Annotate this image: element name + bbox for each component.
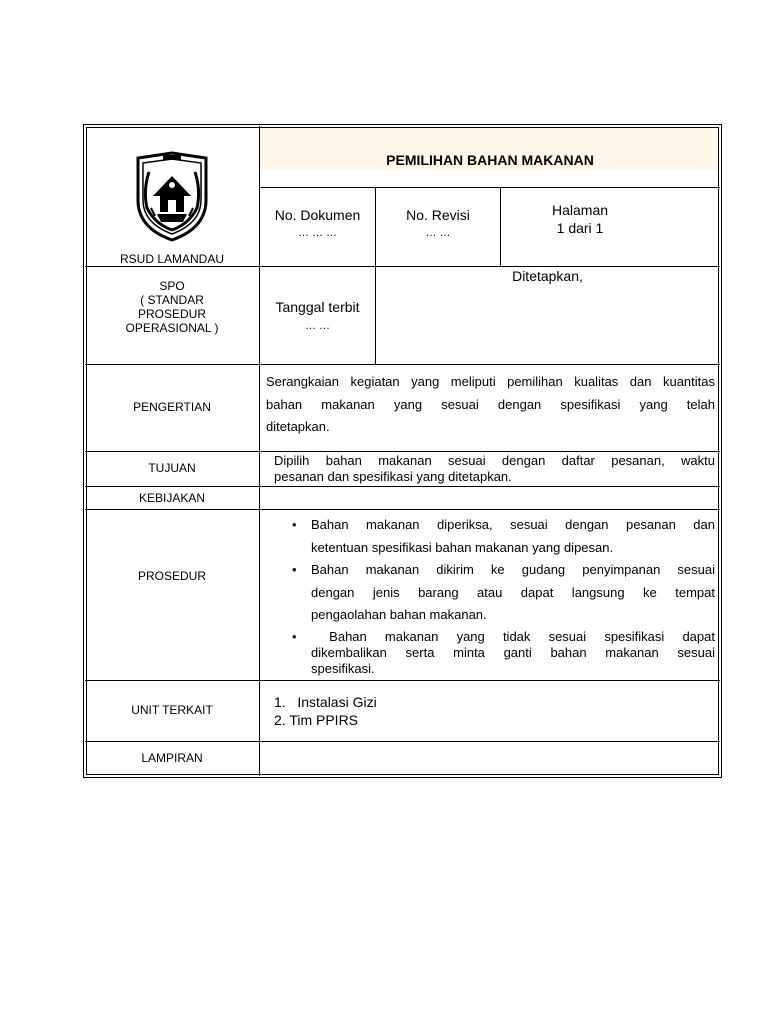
prosedur-line: Bahan makanan diperiksa, sesuai dengan pesanan dan xyxy=(311,517,715,532)
row-divider xyxy=(260,187,720,188)
no-dokumen-label: No. Dokumen xyxy=(274,207,361,223)
prosedur-line: dikembalikan serta minta ganti bahan makanan sesuai xyxy=(311,644,715,660)
column-divider xyxy=(259,126,260,776)
pengertian-line: bahan makanan yang sesuai dengan spesifikasi yang telah xyxy=(266,396,715,412)
prosedur-line: pengaolahan bahan makanan. xyxy=(311,607,487,622)
prosedur-list xyxy=(283,514,715,677)
prosedur-line: Bahan makanan dikirim ke gudang penyimpanan sesuai xyxy=(311,562,715,577)
pengertian-label: PENGERTIAN xyxy=(133,400,211,414)
row-divider xyxy=(85,741,720,742)
prosedur-line: dengan jenis barang atau dapat langsung ke tempat xyxy=(311,584,715,600)
column-divider xyxy=(500,187,501,266)
bullet-icon: • xyxy=(292,517,297,532)
pengertian-line: Serangkaian kegiatan yang meliputi pemilihan kualitas dan kuantitas xyxy=(266,374,715,389)
lampiran-label: LAMPIRAN xyxy=(141,751,203,765)
spo-line: OPERASIONAL ) xyxy=(125,321,219,335)
spo-line: ( STANDAR xyxy=(140,293,204,307)
hospital-name: RSUD LAMANDAU xyxy=(119,252,224,266)
bullet-icon: • xyxy=(292,628,297,644)
tanggal-terbit-label: Tanggal terbit xyxy=(275,299,360,315)
prosedur-item xyxy=(283,559,715,627)
no-dokumen-value: … … … xyxy=(297,227,338,239)
no-revisi-value: … … xyxy=(425,227,451,239)
no-revisi-label: No. Revisi xyxy=(406,207,470,223)
spo-line: PROSEDUR xyxy=(137,307,206,321)
prosedur-item xyxy=(283,514,715,559)
document-title: PEMILIHAN BAHAN MAKANAN xyxy=(386,152,594,168)
tujuan-text xyxy=(274,453,715,485)
unit-terkait-label: UNIT TERKAIT xyxy=(131,703,213,717)
unit-item: 1. Instalasi Gizi xyxy=(274,694,377,710)
unit-terkait-list xyxy=(274,693,377,729)
row-divider xyxy=(85,451,720,452)
prosedur-line: Bahan makanan yang tidak sesuai spesifikasi dapat xyxy=(311,628,715,644)
row-divider xyxy=(85,266,720,267)
row-divider xyxy=(85,509,720,510)
spo-label xyxy=(86,279,258,335)
tanggal-terbit-value: … … xyxy=(304,320,331,332)
ditetapkan-label: Ditetapkan, xyxy=(512,268,583,284)
prosedur-label: PROSEDUR xyxy=(137,569,206,583)
spo-line: SPO xyxy=(159,279,185,293)
halaman-label: Halaman xyxy=(551,202,609,218)
tujuan-label: TUJUAN xyxy=(148,461,196,475)
hospital-logo xyxy=(133,150,211,247)
bullet-icon: • xyxy=(292,562,297,577)
halaman-value: 1 dari 1 xyxy=(556,220,604,236)
pengertian-text xyxy=(266,371,715,439)
row-divider xyxy=(85,680,720,681)
row-divider xyxy=(85,364,720,365)
tujuan-line: pesanan dan spesifikasi yang ditetapkan. xyxy=(274,469,512,484)
tujuan-line: Dipilih bahan makanan sesuai dengan daftar pesanan, waktu xyxy=(274,453,715,468)
prosedur-item xyxy=(283,629,715,677)
pengertian-line: ditetapkan. xyxy=(266,419,330,434)
row-divider xyxy=(85,486,720,487)
kebijakan-label: KEBIJAKAN xyxy=(138,491,206,505)
prosedur-line: ketentuan spesifikasi bahan makanan yang dipesan. xyxy=(311,539,614,555)
column-divider xyxy=(375,187,376,364)
prosedur-line: spesifikasi. xyxy=(311,660,375,676)
unit-item: 2. Tim PPIRS xyxy=(274,712,359,728)
